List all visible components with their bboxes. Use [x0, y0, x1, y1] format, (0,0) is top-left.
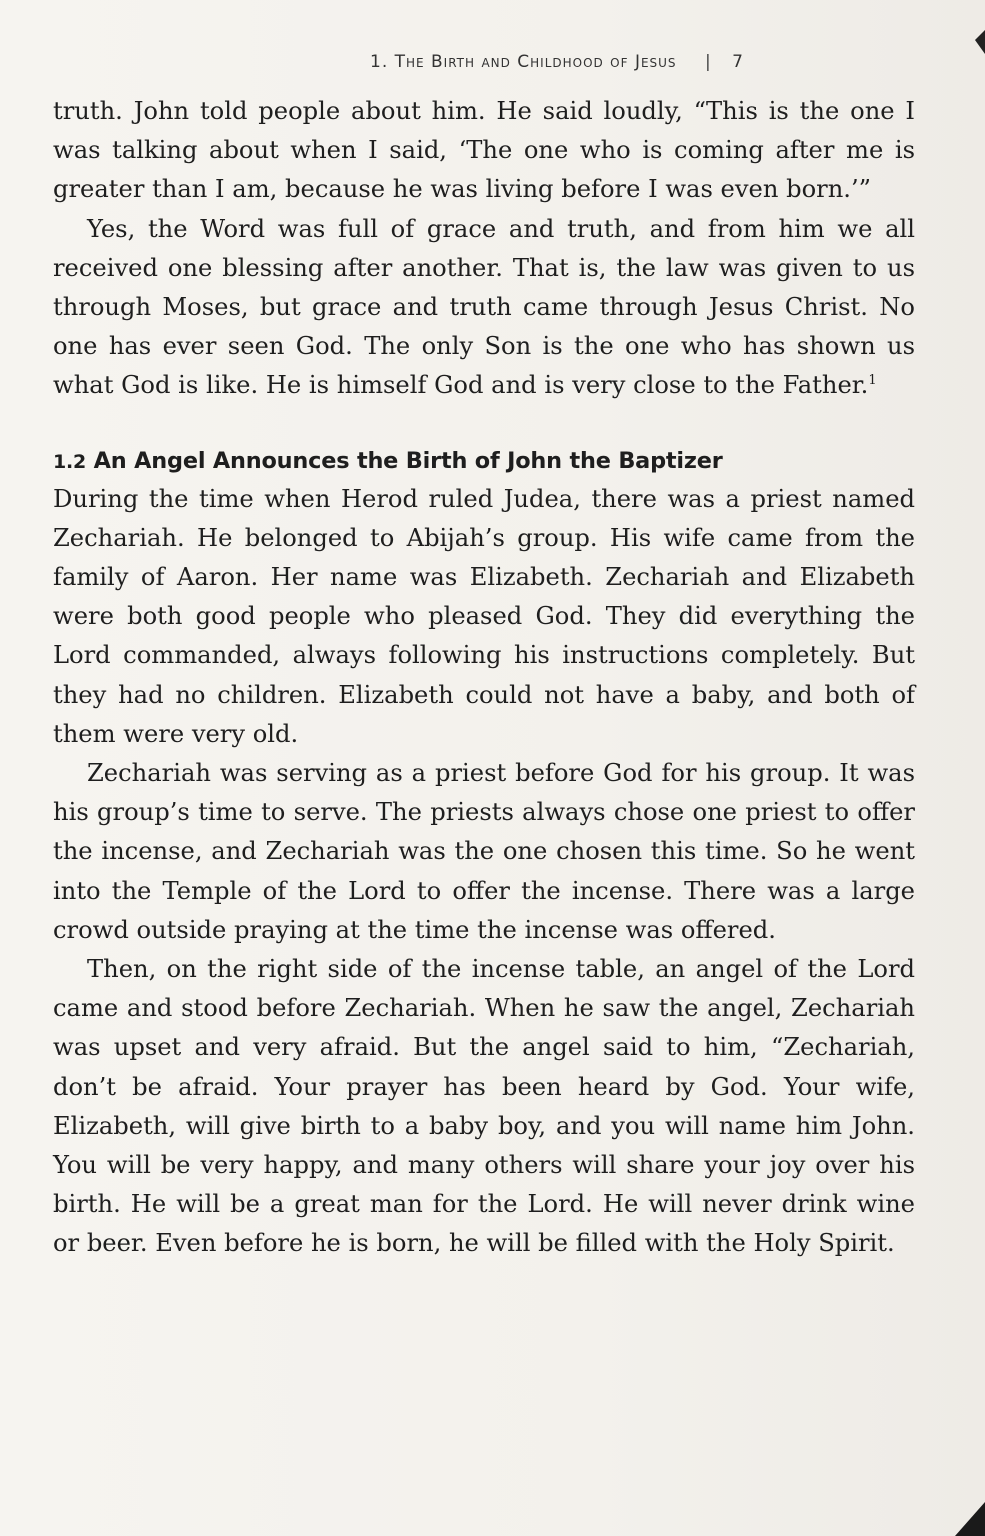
section-title: An Angel Announces the Birth of John the Baptizer [93, 447, 723, 474]
paragraph [53, 754, 915, 950]
body-text [53, 92, 915, 1264]
paragraph [53, 950, 915, 1264]
page-corner-shadow [955, 1502, 985, 1536]
paragraph-text: During the time when Herod ruled Judea, there was a priest named Zechariah. He belonged to Abijah’s group. His wife came from the family of Aaron. Her name was Elizabeth. Zechariah and Elizabeth were both good people who pleased God. They did everything the Lord commanded, always following his instructions completely. But they had no children. Elizabeth could not have a baby, and both of them were very old. [53, 484, 915, 748]
page-number: 7 [732, 52, 744, 72]
section-number: 1.2 [53, 450, 87, 473]
header-separator: | [704, 52, 712, 72]
footnote-marker: 1 [868, 373, 877, 389]
paragraph [53, 480, 915, 754]
section-heading [53, 443, 915, 480]
paragraph-continued [53, 92, 915, 210]
page-edge-shadow [975, 30, 985, 54]
paragraph [53, 210, 915, 406]
running-head [370, 52, 930, 72]
paragraph-text: Zechariah was serving as a priest before God for his group. It was his group’s time to serve. The priests always chose one priest to offer the incense, and Zechariah was the one chosen this time. So he went into the Temple of the Lord to offer the incense. There was a large crowd outside praying at the time the incense was offered. [53, 759, 915, 944]
paragraph-text: truth. John told people about him. He said loudly, “This is the one I was talking about when I said, ‘The one who is coming after me is greater than I am, because he was living before I was even born.’” [53, 97, 915, 204]
paragraph-text: Yes, the Word was full of grace and truth, and from him we all received one blessing after another. That is, the law was given to us through Moses, but grace and truth came through Jesus Christ. No one has ever seen God. The only Son is the one who has shown us what God is like. He is himself God and is very close to the Father. [53, 214, 915, 400]
paragraph-text: Then, on the right side of the incense table, an angel of the Lord came and stood before Zechariah. When he saw the angel, Zechariah was upset and very afraid. But the angel said to him, “Zechariah, don’t be afraid. Your prayer has been heard by God. Your wife, Elizabeth, will give birth to a baby boy, and you will name him John. You will be very happy, and many others will share your joy over his birth. He will be a great man for the Lord. He will never drink wine or beer. Even before he is born, he will be filled with the Holy Spirit. [53, 955, 915, 1258]
chapter-title: 1. The Birth and Childhood of Jesus [370, 52, 677, 72]
